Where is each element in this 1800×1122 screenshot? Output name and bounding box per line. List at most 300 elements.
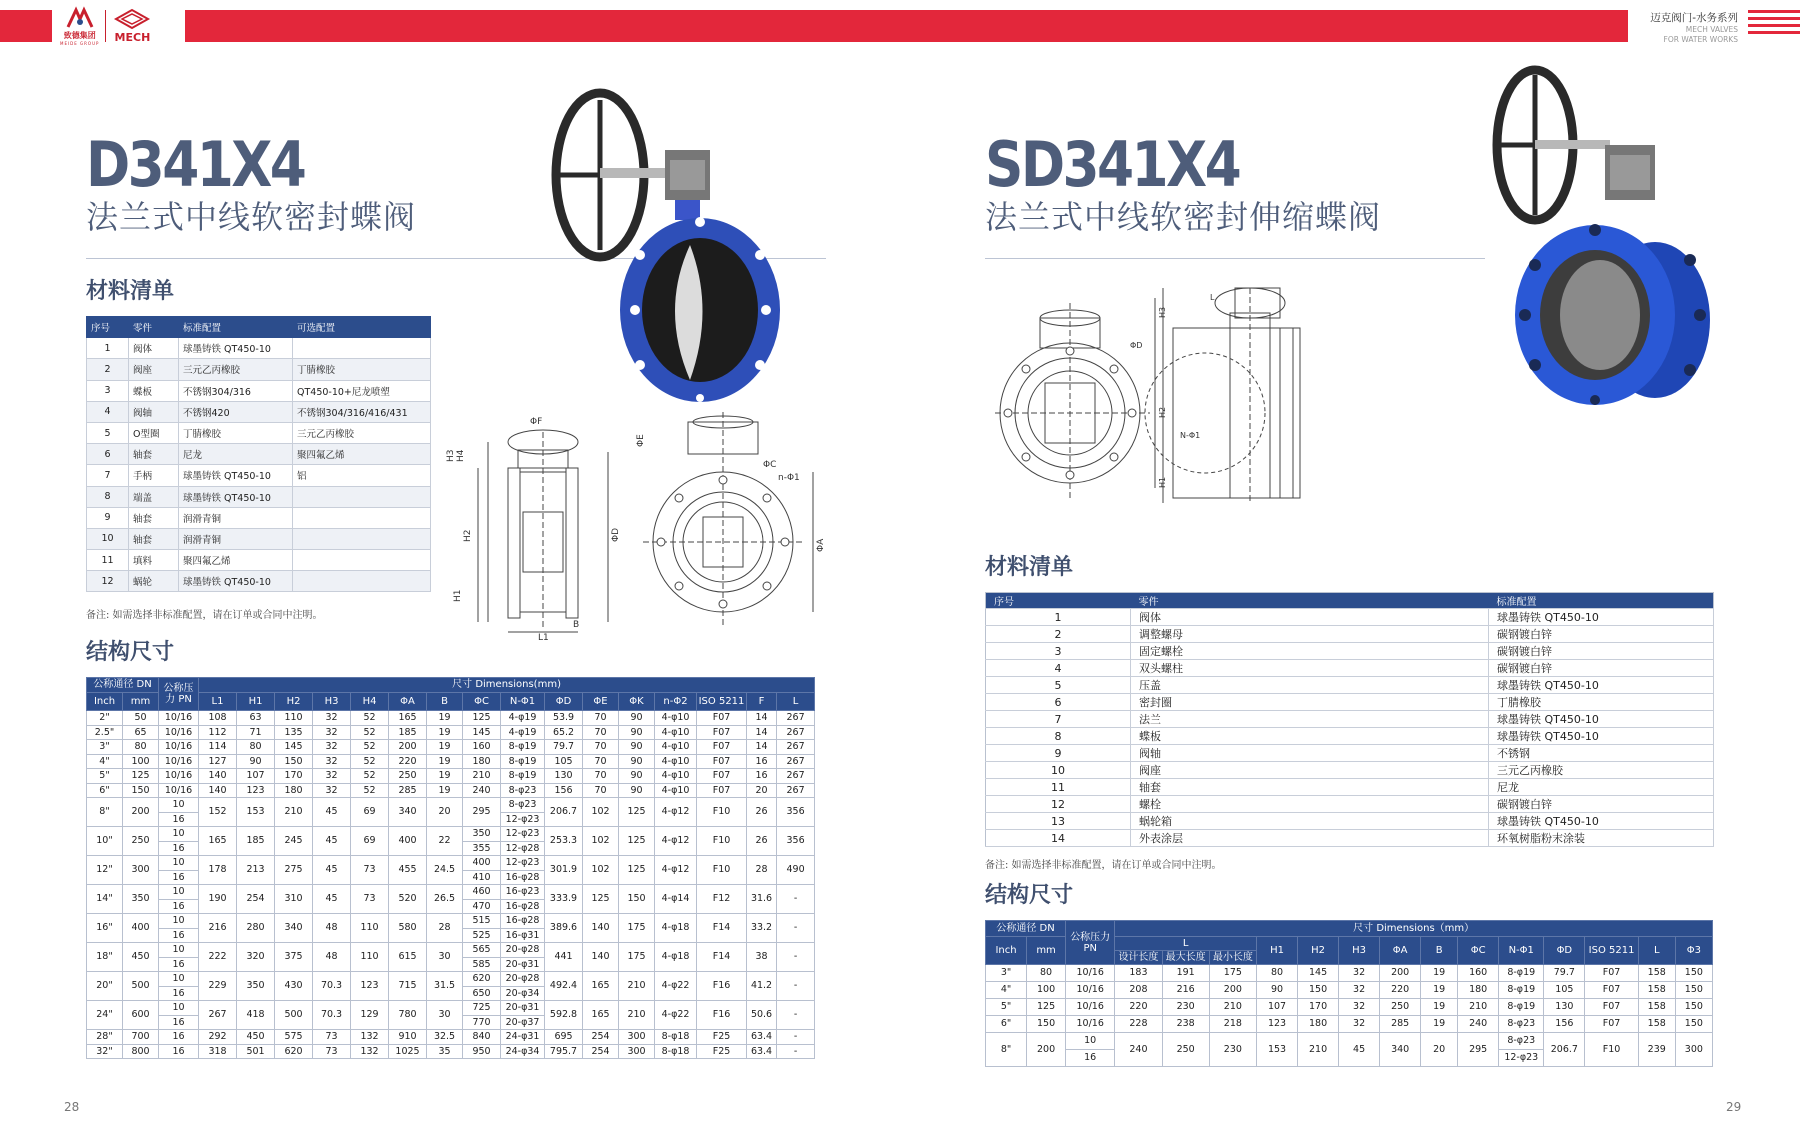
right-technical-drawing xyxy=(995,288,1375,508)
table-cell: 固定螺栓 xyxy=(1131,643,1489,660)
left-dim-col-header: B xyxy=(427,693,463,711)
right-materials-col-header: 标准配置 xyxy=(1489,593,1714,609)
dim-cell: 32 xyxy=(313,740,351,755)
dim-cell: 127 xyxy=(199,754,237,769)
dn-mm-cell: 700 xyxy=(123,1030,159,1045)
dim-cell: 52 xyxy=(351,740,389,755)
table-cell: 3 xyxy=(87,380,129,401)
dim-cell: 175 xyxy=(619,914,655,943)
dim-cell: 301.9 xyxy=(545,856,583,885)
dim-cell: 123 xyxy=(237,783,275,798)
dim-cell: F07 xyxy=(1585,982,1638,999)
table-row xyxy=(87,856,815,871)
left-dims-title: 结构尺寸 xyxy=(86,640,175,665)
table-cell: 4 xyxy=(87,401,129,422)
dim-cell: 150 xyxy=(1675,999,1712,1016)
table-row xyxy=(87,571,431,592)
dn-mm-cell: 500 xyxy=(123,972,159,1001)
table-row xyxy=(986,1033,1713,1050)
dim-cell: 22 xyxy=(427,827,463,856)
dim-cell: 71 xyxy=(237,725,275,740)
table-row xyxy=(87,444,431,465)
dim-cell: 340 xyxy=(389,798,427,827)
dim-cell: 180 xyxy=(1298,1016,1339,1033)
dim-cell: 53.9 xyxy=(545,711,583,726)
logo-divider xyxy=(105,10,106,42)
label-L1: L1 xyxy=(538,633,549,643)
dim-cell: F07 xyxy=(697,754,747,769)
dim-cell: 130 xyxy=(545,769,583,784)
pn-cell: 10 xyxy=(159,914,199,929)
dim-cell: 615 xyxy=(389,943,427,972)
dim-cell: 20 xyxy=(427,798,463,827)
left-dim-col-header: L xyxy=(777,693,815,711)
right-L-sub-header: 最大长度 xyxy=(1162,951,1209,965)
dim-cell: 112 xyxy=(199,725,237,740)
left-materials-table xyxy=(86,316,431,592)
dim-cell: 20 xyxy=(1421,1033,1458,1067)
dn-inch-cell: 2" xyxy=(87,711,123,726)
dim-cell: 30 xyxy=(427,943,463,972)
dn-inch-cell: 18" xyxy=(87,943,123,972)
dim-cell: 123 xyxy=(1256,1016,1297,1033)
right-dim-col-header: ISO 5211 xyxy=(1585,937,1638,965)
label-H3: H3 xyxy=(446,449,456,462)
table-row xyxy=(87,711,815,726)
dim-cell: 114 xyxy=(199,740,237,755)
dim-cell: 70 xyxy=(583,754,619,769)
dim-cell: 170 xyxy=(1298,999,1339,1016)
dim-cell: 140 xyxy=(199,769,237,784)
series-cn: 迈克阀门-水务系列 xyxy=(1650,12,1738,24)
table-row xyxy=(87,972,815,987)
dim-cell-n-phi1: 4-φ19 xyxy=(501,725,545,740)
table-row xyxy=(87,359,431,380)
left-page-number: 28 xyxy=(64,1100,80,1114)
dn-mm-cell: 800 xyxy=(123,1044,159,1059)
dim-cell: F07 xyxy=(697,725,747,740)
dim-cell-n-phi1: 20-φ34 xyxy=(501,986,545,1001)
dim-cell-n-phi1: 8-φ19 xyxy=(501,740,545,755)
table-cell: 球墨铸铁 QT450-10 xyxy=(1489,728,1714,745)
dim-cell: 19 xyxy=(1421,999,1458,1016)
series-en-1: MECH VALVES xyxy=(1685,25,1738,34)
dim-cell: 19 xyxy=(427,725,463,740)
header-logos xyxy=(60,6,180,46)
dim-cell-phiC: 295 xyxy=(463,798,501,827)
dim-cell: 32.5 xyxy=(427,1030,463,1045)
dim-cell-n-phi1: 8-φ23 xyxy=(1499,1016,1544,1033)
table-row xyxy=(986,677,1714,694)
dim-cell: 4-φ22 xyxy=(655,1001,697,1030)
dim-cell: 210 xyxy=(1298,1033,1339,1067)
mech-logo-text: MECH xyxy=(114,31,151,44)
table-row xyxy=(87,528,431,549)
dim-cell: 73 xyxy=(351,885,389,914)
dim-cell-n-phi1: 16-φ28 xyxy=(501,899,545,914)
dn-inch-cell: 8" xyxy=(87,798,123,827)
dim-cell: 110 xyxy=(275,711,313,726)
dim-cell: 300 xyxy=(1675,1033,1712,1067)
dim-cell: 70 xyxy=(583,769,619,784)
dim-cell: 4-φ10 xyxy=(655,725,697,740)
table-row xyxy=(986,999,1713,1016)
dim-cell: 240 xyxy=(1458,1016,1499,1033)
table-cell: 12 xyxy=(87,571,129,592)
dim-cell: 210 xyxy=(275,798,313,827)
dim-cell: 19 xyxy=(1421,965,1458,982)
dn-inch-cell: 5" xyxy=(986,999,1027,1016)
table-cell: 8 xyxy=(87,486,129,507)
dim-cell: 275 xyxy=(275,856,313,885)
dim-cell: 90 xyxy=(1256,982,1297,999)
dim-cell: 500 xyxy=(275,1001,313,1030)
table-cell: 轴套 xyxy=(129,528,179,549)
dim-cell: 45 xyxy=(313,856,351,885)
dim-cell: F14 xyxy=(697,914,747,943)
dim-cell-phiC: 525 xyxy=(463,928,501,943)
dim-cell: 4-φ12 xyxy=(655,856,697,885)
dim-cell: 240 xyxy=(1115,1033,1162,1067)
dim-cell: 150 xyxy=(275,754,313,769)
table-cell: 轴套 xyxy=(129,444,179,465)
dim-cell-n-phi1: 12-φ23 xyxy=(501,827,545,842)
dim-cell: 210 xyxy=(1209,999,1256,1016)
table-cell: 6 xyxy=(87,444,129,465)
dim-cell: 90 xyxy=(619,740,655,755)
dim-cell: 52 xyxy=(351,783,389,798)
dim-cell: 69 xyxy=(351,827,389,856)
table-cell: 聚四氟乙烯 xyxy=(293,444,431,465)
dn-mm-cell: 125 xyxy=(123,769,159,784)
dim-cell: 318 xyxy=(199,1044,237,1059)
table-cell: 阀体 xyxy=(129,338,179,359)
table-row xyxy=(986,1016,1713,1033)
dim-cell: 14 xyxy=(747,711,777,726)
pn-cell: 10 xyxy=(159,972,199,987)
left-dim-col-header: ΦD xyxy=(545,693,583,711)
dim-cell: 158 xyxy=(1638,1016,1675,1033)
dim-cell: 123 xyxy=(351,972,389,1001)
dim-cell: 31.6 xyxy=(747,885,777,914)
table-cell: 三元乙丙橡胶 xyxy=(1489,762,1714,779)
dim-cell: 79.7 xyxy=(545,740,583,755)
table-row xyxy=(986,711,1714,728)
dim-cell: 90 xyxy=(237,754,275,769)
left-dim-col-header: H1 xyxy=(237,693,275,711)
dim-cell-n-phi1: 20-φ28 xyxy=(501,972,545,987)
dim-cell: 250 xyxy=(389,769,427,784)
dim-cell: 8-φ18 xyxy=(655,1030,697,1045)
dim-cell: 125 xyxy=(583,885,619,914)
dim-cell-n-phi1: 8-φ19 xyxy=(1499,999,1544,1016)
dim-cell: 620 xyxy=(275,1044,313,1059)
dim-cell: 178 xyxy=(199,856,237,885)
dim-cell: 254 xyxy=(583,1044,619,1059)
dn-mm-cell: 50 xyxy=(123,711,159,726)
dim-cell: 213 xyxy=(237,856,275,885)
pn-cell: 10/16 xyxy=(1066,982,1115,999)
dn-mm-cell: 125 xyxy=(1027,999,1066,1016)
dn-mm-cell: 450 xyxy=(123,943,159,972)
table-row xyxy=(87,943,815,958)
dim-cell: 158 xyxy=(1638,999,1675,1016)
dim-cell: 350 xyxy=(237,972,275,1001)
table-cell: 2 xyxy=(986,626,1131,643)
dim-cell: 4-φ10 xyxy=(655,769,697,784)
table-row xyxy=(986,609,1714,626)
dim-cell: 70 xyxy=(583,711,619,726)
dim-cell: 175 xyxy=(619,943,655,972)
dim-cell: 208 xyxy=(1115,982,1162,999)
dim-cell: F10 xyxy=(1585,1033,1638,1067)
dim-cell: F25 xyxy=(697,1044,747,1059)
pn-cell: 16 xyxy=(159,841,199,856)
table-row xyxy=(87,401,431,422)
label-n-phi1: n-Φ1 xyxy=(778,473,800,483)
dim-cell: 45 xyxy=(1339,1033,1380,1067)
dn-inch-cell: 12" xyxy=(87,856,123,885)
dn-inch-cell: 4" xyxy=(986,982,1027,999)
dim-cell: 267 xyxy=(777,725,815,740)
left-dim-col-header: H2 xyxy=(275,693,313,711)
dim-cell: 132 xyxy=(351,1044,389,1059)
table-cell: 1 xyxy=(87,338,129,359)
dim-cell: 32 xyxy=(313,711,351,726)
right-product-name: 法兰式中线软密封伸缩蝶阀 xyxy=(985,198,1382,236)
dn-mm-cell: 150 xyxy=(123,783,159,798)
left-materials-col-header: 零件 xyxy=(129,317,179,338)
table-row xyxy=(986,779,1714,796)
dim-cell: 4-φ10 xyxy=(655,783,697,798)
dim-cell: 135 xyxy=(275,725,313,740)
table-cell: 不锈钢 xyxy=(1489,745,1714,762)
table-cell: 阀座 xyxy=(1131,762,1489,779)
dim-cell: 389.6 xyxy=(545,914,583,943)
dim-cell: 695 xyxy=(545,1030,583,1045)
meide-logo-text: 致德集团 xyxy=(63,30,96,40)
dim-cell: 14 xyxy=(747,740,777,755)
dim-cell: 19 xyxy=(1421,1016,1458,1033)
dn-inch-cell: 28" xyxy=(87,1030,123,1045)
dim-cell: 90 xyxy=(619,754,655,769)
dim-cell: 63.4 xyxy=(747,1044,777,1059)
dim-cell: 79.7 xyxy=(1544,965,1585,982)
dim-cell: 110 xyxy=(351,943,389,972)
table-cell: 碳钢镀白锌 xyxy=(1489,796,1714,813)
table-cell: 三元乙丙橡胶 xyxy=(293,422,431,443)
table-row xyxy=(986,965,1713,982)
dim-cell-phiC: 565 xyxy=(463,943,501,958)
dn-mm-cell: 65 xyxy=(123,725,159,740)
left-mm-header: mm xyxy=(123,693,159,711)
dim-cell-n-phi1: 4-φ19 xyxy=(501,711,545,726)
dim-cell: 108 xyxy=(199,711,237,726)
dim-cell: 501 xyxy=(237,1044,275,1059)
dim-cell: 280 xyxy=(237,914,275,943)
dim-cell: 150 xyxy=(1298,982,1339,999)
table-cell: 阀体 xyxy=(1131,609,1489,626)
dim-cell: 4-φ10 xyxy=(655,754,697,769)
label-H2: H2 xyxy=(463,529,473,542)
dim-cell: F07 xyxy=(697,769,747,784)
table-cell: 11 xyxy=(986,779,1131,796)
dim-cell: 340 xyxy=(1380,1033,1421,1067)
right-pn-header: 公称压力 PN xyxy=(1066,921,1115,965)
dim-cell: 375 xyxy=(275,943,313,972)
table-cell: 9 xyxy=(986,745,1131,762)
dim-cell: 795.7 xyxy=(545,1044,583,1059)
r-label-H3: H3 xyxy=(1158,306,1167,318)
dim-cell-n-phi1: 16-φ28 xyxy=(501,870,545,885)
left-dim-col-header: n-Φ2 xyxy=(655,693,697,711)
dim-cell-phiC: 620 xyxy=(463,972,501,987)
dim-cell: 253.3 xyxy=(545,827,583,856)
dim-cell: 145 xyxy=(1298,965,1339,982)
dim-cell: 267 xyxy=(777,783,815,798)
table-cell xyxy=(293,507,431,528)
table-cell: 4 xyxy=(986,660,1131,677)
dim-cell: 50.6 xyxy=(747,1001,777,1030)
table-cell: 5 xyxy=(986,677,1131,694)
dim-cell-phiC: 585 xyxy=(463,957,501,972)
table-cell: 13 xyxy=(986,813,1131,830)
table-cell: 双头螺柱 xyxy=(1131,660,1489,677)
left-dim-col-header: ISO 5211 xyxy=(697,693,747,711)
dim-cell: 32 xyxy=(1339,1016,1380,1033)
dim-cell: 165 xyxy=(389,711,427,726)
table-cell: 螺栓 xyxy=(1131,796,1489,813)
dim-cell: 102 xyxy=(583,827,619,856)
dim-cell: 63 xyxy=(237,711,275,726)
table-row xyxy=(87,550,431,571)
dim-cell: 26 xyxy=(747,827,777,856)
right-dim-col-header: L xyxy=(1638,937,1675,965)
label-phiF: ΦF xyxy=(530,417,543,427)
dim-cell: 239 xyxy=(1638,1033,1675,1067)
right-L-sub-header: 最小长度 xyxy=(1209,951,1256,965)
dim-cell: 19 xyxy=(1421,982,1458,999)
table-cell: 轴套 xyxy=(1131,779,1489,796)
table-cell: 球墨铸铁 QT450-10 xyxy=(179,338,293,359)
table-cell: 7 xyxy=(87,465,129,486)
dim-cell: 105 xyxy=(1544,982,1585,999)
dim-cell: 4-φ22 xyxy=(655,972,697,1001)
dim-cell: 230 xyxy=(1209,1033,1256,1067)
left-dim-col-header: H3 xyxy=(313,693,351,711)
left-valve-photo xyxy=(540,80,820,400)
dim-cell: 152 xyxy=(199,798,237,827)
dim-cell: 267 xyxy=(777,754,815,769)
dn-mm-cell: 600 xyxy=(123,1001,159,1030)
dim-cell: - xyxy=(777,1030,815,1045)
dn-mm-cell: 350 xyxy=(123,885,159,914)
dn-mm-cell: 100 xyxy=(123,754,159,769)
pn-cell: 16 xyxy=(159,928,199,943)
dim-cell: 90 xyxy=(619,783,655,798)
right-dim-col-header: Φ3 xyxy=(1675,937,1712,965)
dim-cell: 267 xyxy=(777,711,815,726)
table-cell: 丁腈橡胶 xyxy=(1489,694,1714,711)
dim-cell-n-phi1: 12-φ23 xyxy=(1499,1050,1544,1067)
dim-cell: 780 xyxy=(389,1001,427,1030)
dn-mm-cell: 250 xyxy=(123,827,159,856)
r-label-H2: H2 xyxy=(1158,406,1167,418)
dim-cell: 430 xyxy=(275,972,313,1001)
dim-cell: 455 xyxy=(389,856,427,885)
dn-inch-cell: 6" xyxy=(87,783,123,798)
table-cell: 阀座 xyxy=(129,359,179,380)
left-dim-col-header: H4 xyxy=(351,693,389,711)
series-en-2: FOR WATER WORKS xyxy=(1663,35,1738,44)
right-dims-title: 结构尺寸 xyxy=(985,883,1074,908)
dim-cell: 580 xyxy=(389,914,427,943)
table-cell: 11 xyxy=(87,550,129,571)
pn-cell: 10 xyxy=(159,856,199,871)
right-dim-col-header: H3 xyxy=(1339,937,1380,965)
table-row xyxy=(87,754,815,769)
label-phiE: ΦE xyxy=(636,434,646,447)
dim-cell: 165 xyxy=(583,972,619,1001)
dim-cell: 14 xyxy=(747,725,777,740)
right-dimensions-table xyxy=(985,920,1713,1067)
table-cell: 密封圈 xyxy=(1131,694,1489,711)
table-cell: 球墨铸铁 QT450-10 xyxy=(179,486,293,507)
left-technical-drawing xyxy=(448,412,838,642)
right-materials-note: 备注: 如需选择非标准配置，请在订单或合同中注明。 xyxy=(985,860,1222,871)
dim-cell: 140 xyxy=(583,943,619,972)
table-row xyxy=(986,745,1714,762)
dn-mm-cell: 80 xyxy=(123,740,159,755)
dim-cell: 19 xyxy=(427,769,463,784)
dim-cell: 250 xyxy=(1162,1033,1209,1067)
table-cell: 碳钢镀白锌 xyxy=(1489,643,1714,660)
dim-cell: 26 xyxy=(747,798,777,827)
dim-cell: 190 xyxy=(199,885,237,914)
table-cell: 不锈钢304/316/416/431 xyxy=(293,401,431,422)
table-row xyxy=(87,769,815,784)
dim-cell: 4-φ18 xyxy=(655,914,697,943)
dim-cell: 210 xyxy=(1458,999,1499,1016)
table-cell: O型圈 xyxy=(129,422,179,443)
dim-cell: 340 xyxy=(275,914,313,943)
table-row xyxy=(87,740,815,755)
dim-cell: 250 xyxy=(1380,999,1421,1016)
table-row xyxy=(87,422,431,443)
table-row xyxy=(986,830,1714,847)
dn-inch-cell: 3" xyxy=(87,740,123,755)
dim-cell-phiC: 125 xyxy=(463,711,501,726)
pn-cell: 10/16 xyxy=(1066,965,1115,982)
dim-cell: 70 xyxy=(583,725,619,740)
dim-cell-phiC: 840 xyxy=(463,1030,501,1045)
table-row xyxy=(87,885,815,900)
table-cell: 蜗轮箱 xyxy=(1131,813,1489,830)
table-cell: 阀轴 xyxy=(1131,745,1489,762)
dim-cell: 16 xyxy=(747,769,777,784)
pn-cell: 10 xyxy=(159,885,199,900)
dim-cell: 140 xyxy=(199,783,237,798)
dim-cell-phiC: 410 xyxy=(463,870,501,885)
dim-cell: 292 xyxy=(199,1030,237,1045)
pn-cell: 16 xyxy=(1066,1050,1115,1067)
dim-cell: 24.5 xyxy=(427,856,463,885)
dim-cell: 102 xyxy=(583,856,619,885)
dim-cell: 295 xyxy=(1458,1033,1499,1067)
dim-cell: 450 xyxy=(237,1030,275,1045)
dim-cell: 356 xyxy=(777,827,815,856)
pn-cell: 10/16 xyxy=(159,725,199,740)
